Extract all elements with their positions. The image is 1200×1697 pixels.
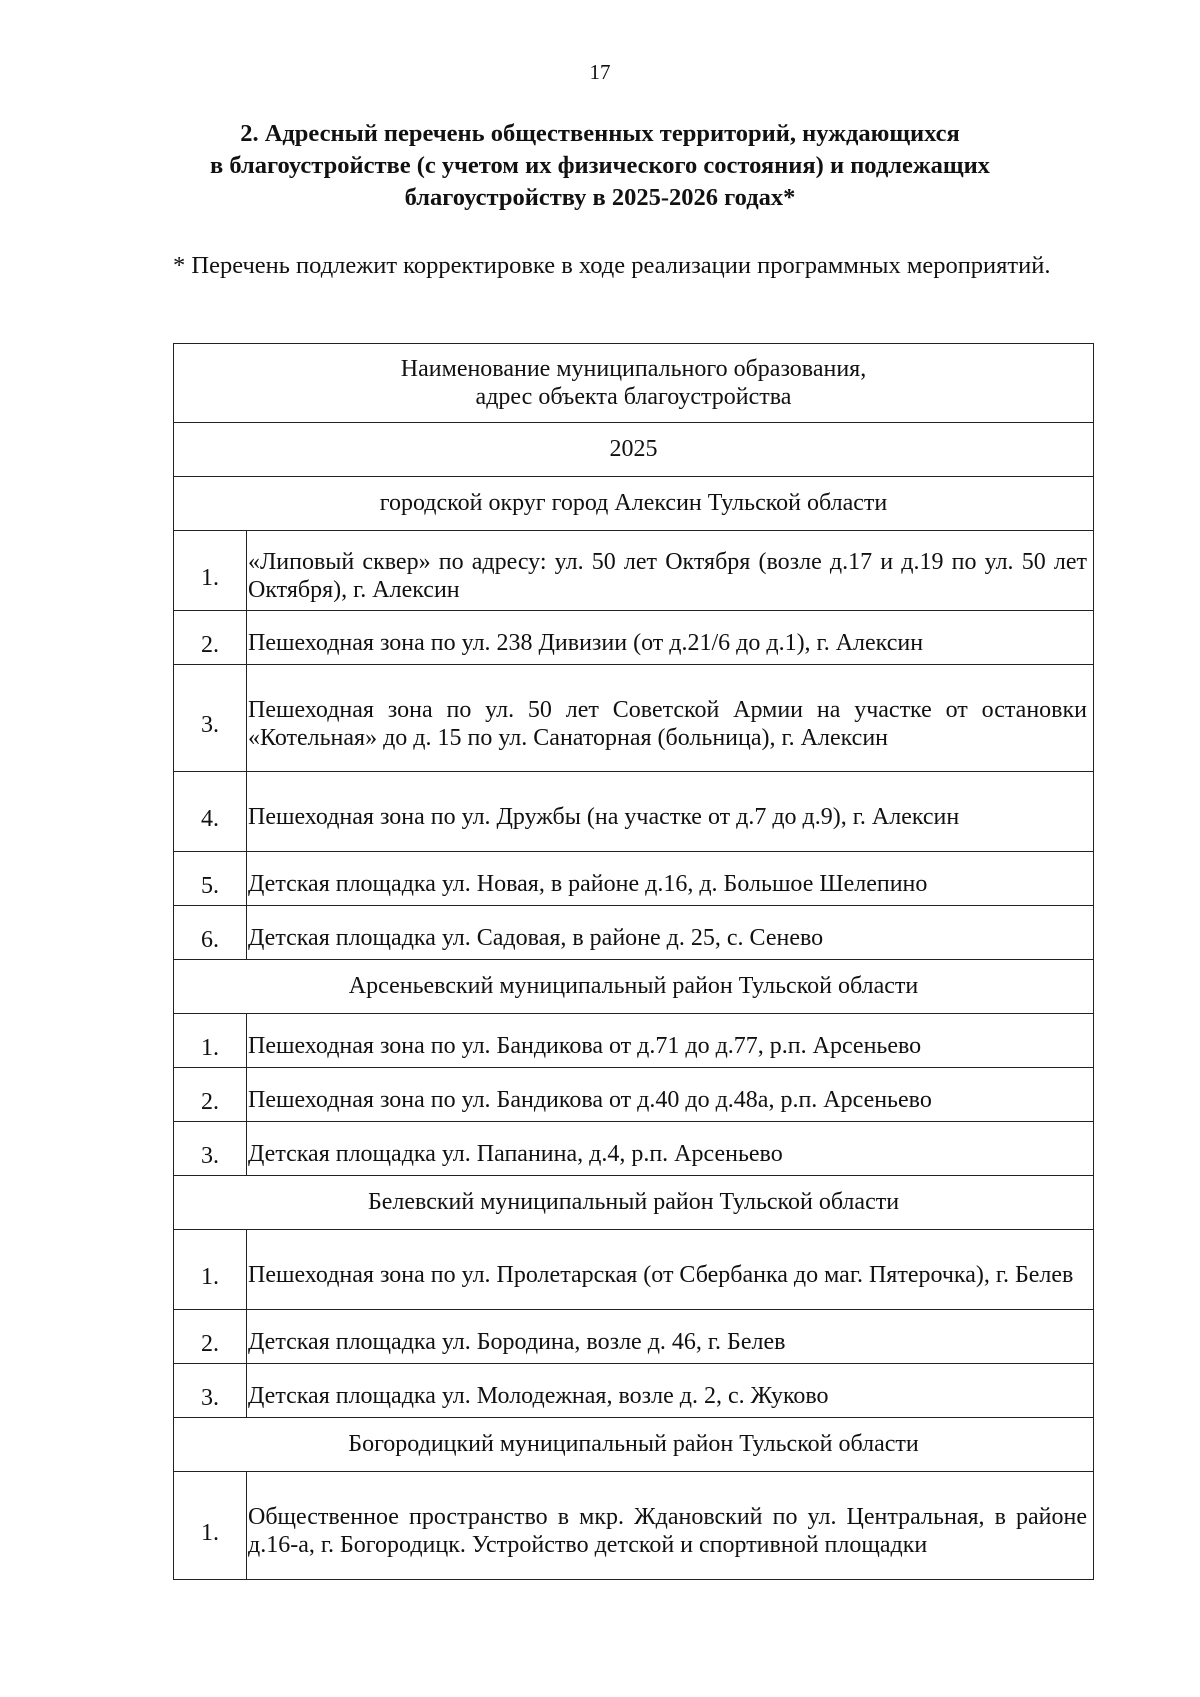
section-header: Богородицкий муниципальный район Тульской области — [174, 1418, 1094, 1472]
item-number: 1. — [174, 1230, 247, 1310]
table-row — [174, 772, 1094, 852]
title-line: в благоустройстве (с учетом их физического состояния) и подлежащих — [210, 152, 990, 179]
table-row — [174, 1310, 1094, 1364]
item-address: Пешеходная зона по ул. 238 Дивизии (от д.21/6 до д.1), г. Алексин — [247, 611, 1094, 665]
item-number: 3. — [174, 665, 247, 772]
section-header: городской округ город Алексин Тульской области — [174, 477, 1094, 531]
page-number: 17 — [589, 60, 611, 84]
item-number: 4. — [174, 772, 247, 852]
item-address: «Липовый сквер» по адресу: ул. 50 лет Октября (возле д.17 и д.19 по ул. 50 лет Октября), г. Алексин — [247, 531, 1094, 611]
item-address: Общественное пространство в мкр. Ждановский по ул. Центральная, в районе д.16-а, г. Богородицк. Устройство детской и спортивной площадки — [247, 1472, 1094, 1580]
item-number: 1. — [174, 531, 247, 611]
territory-list-table — [173, 343, 1094, 1580]
item-address: Пешеходная зона по ул. Бандикова от д.71 до д.77, р.п. Арсеньево — [247, 1014, 1094, 1068]
title-line: 2. Адресный перечень общественных территорий, нуждающихся — [240, 120, 960, 147]
item-address: Детская площадка ул. Молодежная, возле д. 2, с. Жуково — [247, 1364, 1094, 1418]
item-number: 2. — [174, 1068, 247, 1122]
item-address: Пешеходная зона по ул. Пролетарская (от Сбербанка до маг. Пятерочка), г. Белев — [247, 1230, 1094, 1310]
item-number: 1. — [174, 1472, 247, 1580]
table-row — [174, 852, 1094, 906]
item-address: Пешеходная зона по ул. Бандикова от д.40 до д.48а, р.п. Арсеньево — [247, 1068, 1094, 1122]
item-address: Детская площадка ул. Папанина, д.4, р.п. Арсеньево — [247, 1122, 1094, 1176]
title-line: благоустройству в 2025-2026 годах* — [404, 184, 796, 211]
table-row — [174, 665, 1094, 772]
header-line: адрес объекта благоустройства — [475, 384, 792, 410]
item-number: 3. — [174, 1364, 247, 1418]
item-number: 1. — [174, 1014, 247, 1068]
document-title — [150, 118, 1050, 214]
table-row — [174, 1364, 1094, 1418]
footnote-note: * Перечень подлежит корректировке в ходе реализации программных мероприятий. — [173, 252, 1051, 279]
section-header: Белевский муниципальный район Тульской области — [174, 1176, 1094, 1230]
table-row — [174, 906, 1094, 960]
table-row — [174, 1122, 1094, 1176]
item-number: 6. — [174, 906, 247, 960]
item-number: 3. — [174, 1122, 247, 1176]
table-row — [174, 1230, 1094, 1310]
item-address: Пешеходная зона по ул. 50 лет Советской Армии на участке от остановки «Котельная» до д. 15 по ул. Санаторная (больница), г. Алексин — [247, 665, 1094, 772]
item-address: Пешеходная зона по ул. Дружбы (на участке от д.7 до д.9), г. Алексин — [247, 772, 1094, 852]
table-row — [174, 1472, 1094, 1580]
header-line: Наименование муниципального образования, — [400, 356, 867, 382]
year-row: 2025 — [174, 423, 1094, 477]
item-number: 2. — [174, 1310, 247, 1364]
item-number: 2. — [174, 611, 247, 665]
table-row — [174, 1014, 1094, 1068]
table-row — [174, 1068, 1094, 1122]
table-header — [174, 344, 1094, 423]
item-number: 5. — [174, 852, 247, 906]
section-header: Арсеньевский муниципальный район Тульской области — [174, 960, 1094, 1014]
table-row — [174, 611, 1094, 665]
item-address: Детская площадка ул. Садовая, в районе д. 25, с. Сенево — [247, 906, 1094, 960]
item-address: Детская площадка ул. Бородина, возле д. 46, г. Белев — [247, 1310, 1094, 1364]
item-address: Детская площадка ул. Новая, в районе д.16, д. Большое Шелепино — [247, 852, 1094, 906]
table-row — [174, 531, 1094, 611]
